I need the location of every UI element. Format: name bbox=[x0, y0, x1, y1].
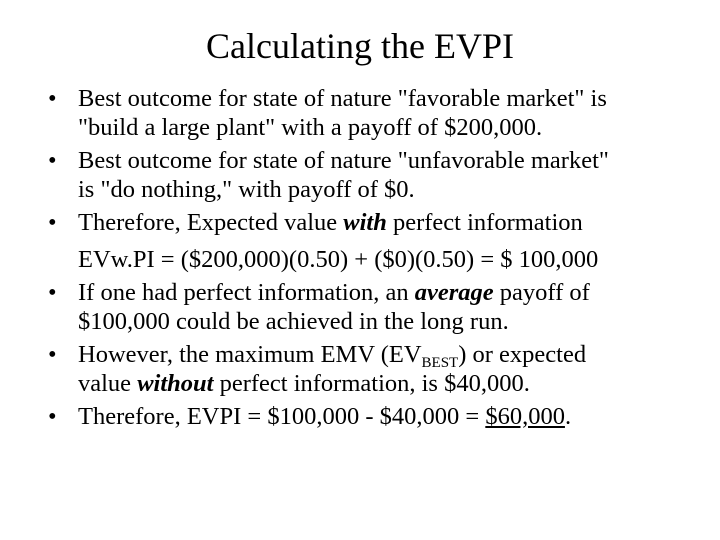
bullet-line bbox=[78, 278, 698, 307]
text-segment: . bbox=[564, 403, 572, 430]
text-segment: perfect information bbox=[386, 209, 583, 236]
bullet-line: is "do nothing," with payoff of $0. bbox=[78, 176, 415, 203]
text-segment: value bbox=[78, 370, 138, 397]
slide-title: Calculating the EVPI bbox=[206, 26, 514, 66]
bullet-average-payoff bbox=[48, 278, 698, 336]
text-segment: ) or expected bbox=[458, 341, 587, 368]
text-segment: perfect information, is $40,000. bbox=[213, 370, 530, 397]
bullet-line: "build a large plant" with a payoff of $200,000. bbox=[78, 114, 543, 141]
bullet-evpi-result bbox=[48, 402, 698, 431]
emphasis-text: average bbox=[414, 279, 494, 306]
bullet-max-emv bbox=[48, 340, 698, 398]
text-segment: Therefore, Expected value bbox=[78, 209, 344, 236]
bullet-line: • Best outcome for state of nature "unfavorable market" bbox=[78, 147, 609, 174]
bullet-line bbox=[78, 208, 698, 237]
bullet-unfavorable-market bbox=[48, 146, 698, 204]
subscript-text: BEST bbox=[421, 355, 459, 371]
evwpi-formula: EVw.PI = ($200,000)(0.50) + ($0)(0.50) = $ 100,000 bbox=[78, 246, 599, 273]
text-segment: Therefore, EVPI = $100,000 - $40,000 = bbox=[78, 403, 486, 430]
text-segment: However, the maximum EMV (EV bbox=[78, 341, 422, 368]
evpi-answer: $60,000 bbox=[485, 403, 565, 430]
text-segment: If one had perfect information, an bbox=[78, 279, 415, 306]
bullet-line bbox=[78, 402, 698, 431]
emphasis-text: without bbox=[137, 370, 214, 397]
bullet-expected-value-with-pi bbox=[48, 208, 698, 274]
bullet-favorable-market bbox=[48, 84, 698, 142]
bullet-line bbox=[78, 340, 698, 369]
text-segment: payoff of bbox=[493, 279, 590, 306]
bullet-line: • Best outcome for state of nature "favorable market" is bbox=[78, 85, 607, 112]
bullet-list bbox=[48, 84, 698, 435]
bullet-line bbox=[78, 369, 698, 398]
emphasis-text: with bbox=[343, 209, 387, 236]
bullet-line: $100,000 could be achieved in the long run. bbox=[78, 308, 509, 335]
